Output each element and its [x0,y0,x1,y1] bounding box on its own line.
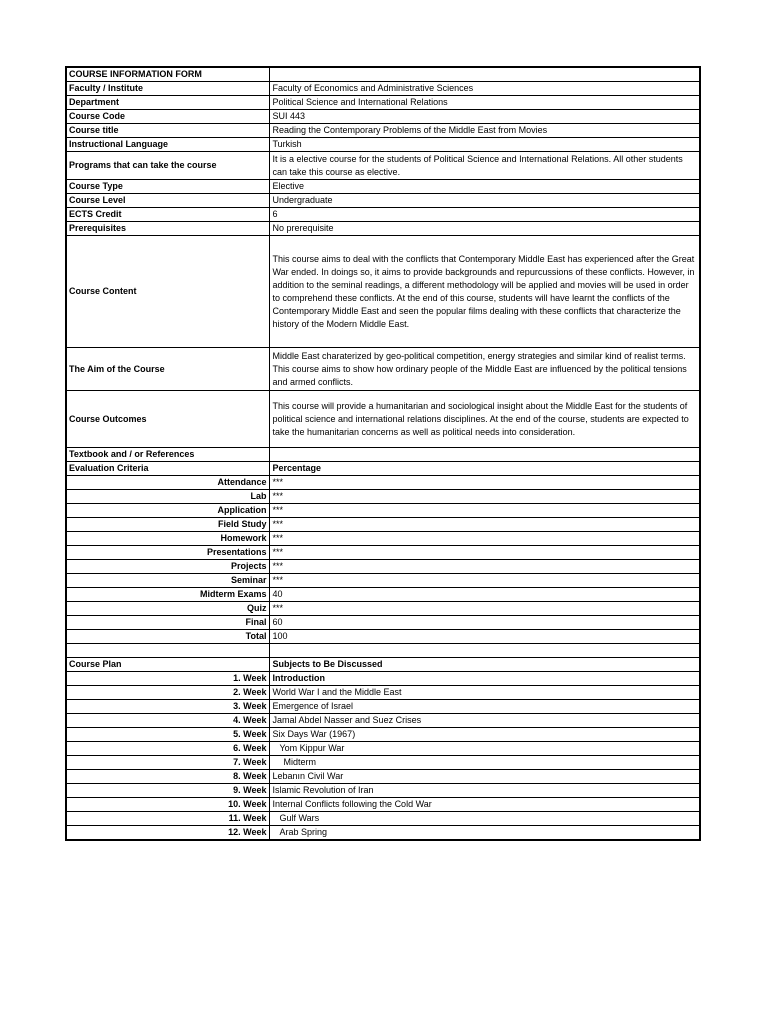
week-subject: Internal Conflicts following the Cold War [269,798,700,812]
evaluation-value: *** [269,504,700,518]
evaluation-name: Final [66,616,269,630]
week-subject: Jamal Abdel Nasser and Suez Crises [269,714,700,728]
week-subject: Yom Kippur War [269,742,700,756]
spacer-row [66,644,700,658]
plan-week-row [66,686,700,700]
evaluation-value: *** [269,476,700,490]
spacer-cell [269,644,700,658]
evaluation-row [66,616,700,630]
course-type-label: Course Type [66,180,269,194]
week-label: 8. Week [66,770,269,784]
week-subject: Arab Spring [269,826,700,841]
course-code-label: Course Code [66,110,269,124]
evaluation-label: Evaluation Criteria [66,462,269,476]
week-label: 7. Week [66,756,269,770]
course-level-value: Undergraduate [269,194,700,208]
language-value: Turkish [269,138,700,152]
week-subject: Lebanın Civil War [269,770,700,784]
evaluation-name: Lab [66,490,269,504]
evaluation-row [66,630,700,644]
evaluation-name: Projects [66,560,269,574]
evaluation-value: 100 [269,630,700,644]
evaluation-value: *** [269,532,700,546]
evaluation-name: Quiz [66,602,269,616]
week-label: 3. Week [66,700,269,714]
outcomes-label: Course Outcomes [66,391,269,448]
plan-week-row [66,770,700,784]
outcomes-row [66,391,700,448]
plan-header-row [66,658,700,672]
aim-value: Middle East charaterized by geo-political competition, energy strategies and similar kind of realist terms. This course aims to show how ordinary people of the Middle East are influenced by the political tensions and armed conflicts. [269,348,700,391]
course-type-value: Elective [269,180,700,194]
evaluation-row [66,532,700,546]
evaluation-header-row [66,462,700,476]
aim-label: The Aim of the Course [66,348,269,391]
evaluation-row [66,504,700,518]
evaluation-value: *** [269,518,700,532]
evaluation-name: Application [66,504,269,518]
week-subject: Six Days War (1967) [269,728,700,742]
course-level-label: Course Level [66,194,269,208]
content-value: This course aims to deal with the conflicts that Contemporary Middle East has experienced after the Great War ended. In doings so, it aims to provide backgrounds and repurcussions of these conflicts. However, in addition to the seminal readings, a different methodology will be applied and movies will be used in order to comprehend these conflicts. At the end of this course, students will have learnt the conflicts of the Contemporary Middle East and seen the popular films dealing with these conflicts that characterize the history of the Modern Middle East. [269,236,700,348]
evaluation-value: *** [269,560,700,574]
textbook-label: Textbook and / or References [66,448,269,462]
course-code-value: SUI 443 [269,110,700,124]
evaluation-name: Field Study [66,518,269,532]
aim-row [66,348,700,391]
outcomes-value: This course will provide a humanitarian and sociological insight about the Middle East for the students of political science and international relations disciplines. At the end of the course, students are expected to take the humanitarian concerns as well as political needs into consideration. [269,391,700,448]
evaluation-row [66,518,700,532]
plan-week-row [66,714,700,728]
week-subject: Midterm [269,756,700,770]
week-label: 10. Week [66,798,269,812]
week-label: 4. Week [66,714,269,728]
plan-week-row [66,826,700,841]
faculty-label: Faculty / Institute [66,82,269,96]
course-information-table [65,66,701,841]
prereq-value: No prerequisite [269,222,700,236]
plan-label: Course Plan [66,658,269,672]
week-subject: World War I and the Middle East [269,686,700,700]
ects-label: ECTS Credit [66,208,269,222]
evaluation-value: 60 [269,616,700,630]
evaluation-name: Presentations [66,546,269,560]
evaluation-name: Seminar [66,574,269,588]
content-row [66,236,700,348]
spacer-cell [66,644,269,658]
ects-value: 6 [269,208,700,222]
course-title-label: Course title [66,124,269,138]
evaluation-row [66,560,700,574]
evaluation-row [66,546,700,560]
week-subject: Gulf Wars [269,812,700,826]
plan-header: Subjects to Be Discussed [269,658,700,672]
ects-row [66,208,700,222]
textbook-value [269,448,700,462]
week-subject: Emergence of Israel [269,700,700,714]
week-label: 5. Week [66,728,269,742]
programs-label: Programs that can take the course [66,152,269,180]
evaluation-row [66,476,700,490]
course-level-row [66,194,700,208]
language-row [66,138,700,152]
evaluation-row [66,588,700,602]
week-label: 6. Week [66,742,269,756]
evaluation-row [66,574,700,588]
course-type-row [66,180,700,194]
department-value: Political Science and International Relations [269,96,700,110]
evaluation-name: Attendance [66,476,269,490]
week-label: 12. Week [66,826,269,841]
evaluation-name: Midterm Exams [66,588,269,602]
form-title: COURSE INFORMATION FORM [66,67,269,82]
evaluation-row [66,602,700,616]
week-subject: Islamic Revolution of Iran [269,784,700,798]
title-blank [269,67,700,82]
prereq-row [66,222,700,236]
course-title-row [66,124,700,138]
plan-week-row [66,672,700,686]
programs-value: It is a elective course for the students of Political Science and International Relations. All other students can take this course as elective. [269,152,700,180]
code-row [66,110,700,124]
plan-week-row [66,700,700,714]
plan-week-row [66,756,700,770]
content-label: Course Content [66,236,269,348]
week-subject: Introduction [269,672,700,686]
faculty-value: Faculty of Economics and Administrative Sciences [269,82,700,96]
language-label: Instructional Language [66,138,269,152]
week-label: 9. Week [66,784,269,798]
course-title-value: Reading the Contemporary Problems of the Middle East from Movies [269,124,700,138]
plan-week-row [66,728,700,742]
evaluation-value: *** [269,602,700,616]
evaluation-name: Total [66,630,269,644]
evaluation-value: *** [269,546,700,560]
department-row [66,96,700,110]
evaluation-header: Percentage [269,462,700,476]
evaluation-value: *** [269,490,700,504]
prereq-label: Prerequisites [66,222,269,236]
faculty-row [66,82,700,96]
week-label: 2. Week [66,686,269,700]
evaluation-value: *** [269,574,700,588]
evaluation-name: Homework [66,532,269,546]
evaluation-value: 40 [269,588,700,602]
department-label: Department [66,96,269,110]
title-row [66,67,700,82]
programs-row [66,152,700,180]
plan-week-row [66,798,700,812]
textbook-row [66,448,700,462]
plan-week-row [66,742,700,756]
evaluation-row [66,490,700,504]
week-label: 1. Week [66,672,269,686]
week-label: 11. Week [66,812,269,826]
plan-week-row [66,812,700,826]
plan-week-row [66,784,700,798]
